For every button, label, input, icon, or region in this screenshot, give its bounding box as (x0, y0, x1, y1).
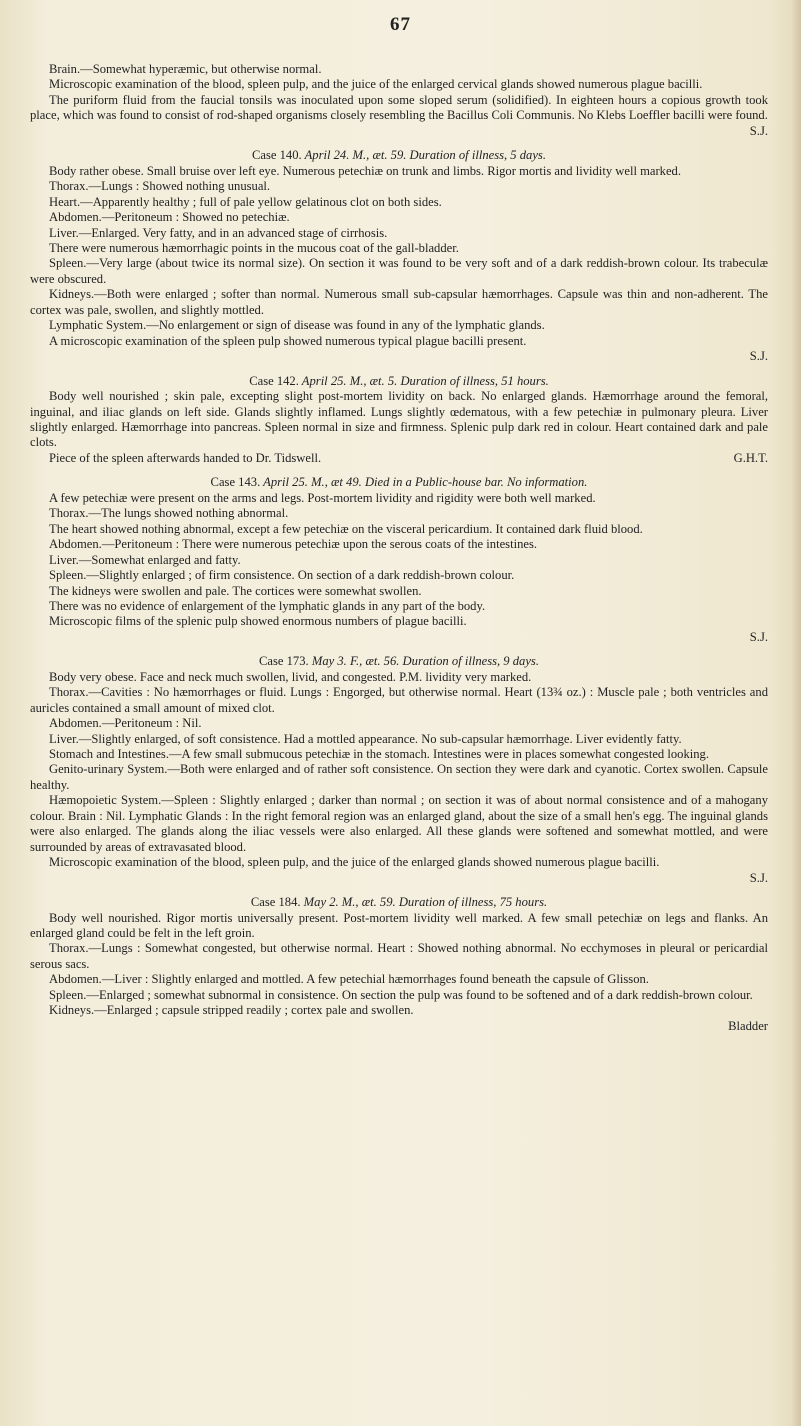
signature-initials: S.J. (749, 349, 768, 364)
paragraph (30, 62, 768, 77)
paragraph (30, 195, 768, 210)
case-heading (30, 148, 768, 163)
paragraph (30, 210, 768, 225)
paragraph (30, 506, 768, 521)
paragraph-text: Liver.—Somewhat enlarged and fatty. (49, 552, 241, 567)
paragraph-text: There were numerous hæmorrhagic points in the mucous coat of the gall-bladder. (49, 240, 459, 255)
paragraph (30, 537, 768, 552)
paragraph (30, 988, 768, 1003)
case-heading (30, 475, 768, 490)
case-details: April 25. M., æt. 5. Duration of illness, 51 hours. (301, 373, 549, 388)
paragraph-text: There was no evidence of enlargement of the lymphatic glands in any part of the body. (49, 598, 486, 613)
paragraph-text: Thorax.—Lungs : Somewhat congested, but otherwise normal. Heart : Showed nothing abnormal. No ecchymoses in pleural or pericardial serous sacs. (30, 941, 768, 971)
paragraph-text: Kidneys.—Both were enlarged ; softer than normal. Numerous small sub-capsular hæmorrhages. Capsule was thin and non-adherent. The cortex was pale, swollen, and slightly mottled. (30, 287, 768, 317)
paragraph-text: Stomach and Intestines.—A few small submucous petechiæ in the stomach. Intestines were in places somewhat congested looking. (49, 747, 709, 762)
paragraph (30, 793, 768, 855)
paragraph (30, 256, 768, 287)
paragraph-text: Thorax.—The lungs showed nothing abnormal. (49, 506, 289, 521)
paragraph (30, 241, 768, 256)
paragraph-text: Piece of the spleen afterwards handed to Dr. Tidswell. (49, 450, 322, 465)
case-details: April 25. M., æt 49. Died in a Public-house bar. No information. (263, 475, 588, 490)
paragraph-text: Abdomen.—Peritoneum : There were numerous petechiæ upon the serous coats of the intestines. (49, 537, 538, 552)
catchword: Bladder (728, 1018, 768, 1033)
paragraph (30, 334, 768, 349)
case-details: April 24. M., æt. 59. Duration of illness, 5 days. (304, 148, 546, 163)
paragraph-text: Genito-urinary System.—Both were enlarged and of rather soft consistence. On section they were dark and cyanotic. Cortex swollen. Capsule healthy. (30, 762, 768, 792)
case-heading (30, 654, 768, 669)
paragraph (30, 599, 768, 614)
paragraph-text: The puriform fluid from the faucial tonsils was inoculated upon some sloped serum (solidified). In eighteen hours a copious growth took place, which was found to consist of rod-shaped organisms closely resembling the Bacillus Coli Communis. No Klebs Loeffler bacilli were found. (30, 92, 768, 123)
paragraph-text: Microscopic examination of the blood, spleen pulp, and the juice of the enlarged cervical glands showed numerous plague bacilli. (49, 77, 703, 92)
paragraph-text: Abdomen.—Peritoneum : Nil. (49, 716, 202, 731)
paragraph-text: Body very obese. Face and neck much swollen, livid, and congested. P.M. lividity very marked. (49, 669, 532, 684)
document-body (30, 62, 768, 1034)
paragraph (30, 685, 768, 716)
paragraph (30, 568, 768, 583)
paragraph (30, 389, 768, 451)
paragraph (30, 491, 768, 506)
paragraph-text: The heart showed nothing abnormal, except a few petechiæ on the visceral pericardium. It contained dark fluid blood. (49, 521, 643, 536)
case-number: Case 142. (249, 373, 299, 388)
paragraph (30, 911, 768, 942)
paragraph (30, 584, 768, 599)
signature-initials: G.H.T. (733, 450, 768, 465)
paragraph (30, 318, 768, 333)
paragraph-text: Liver.—Enlarged. Very fatty, and in an advanced stage of cirrhosis. (49, 225, 388, 240)
paragraph-text: Lymphatic System.—No enlargement or sign of disease was found in any of the lymphatic glands. (49, 318, 545, 333)
binding-edge (791, 0, 801, 1426)
paragraph-text: Liver.—Slightly enlarged, of soft consistence. Had a mottled appearance. No sub-capsular hæmorrhage. Liver evidently fatty. (49, 731, 682, 746)
paragraph (30, 747, 768, 762)
paragraph-text: Abdomen.—Peritoneum : Showed no petechiæ. (49, 210, 290, 225)
paragraph (30, 670, 768, 685)
paragraph-text: Spleen.—Very large (about twice its normal size). On section it was found to be very soft and of a dark reddish-brown colour. Its trabeculæ were obscured. (30, 256, 768, 286)
paragraph-text: Spleen.—Enlarged ; somewhat subnormal in consistence. On section the pulp was found to be softened and of a dark reddish-brown colour. (49, 987, 753, 1002)
paragraph (30, 972, 768, 987)
case-details: May 2. M., æt. 59. Duration of illness, 75 hours. (303, 895, 548, 910)
page-number: 67 (390, 14, 411, 35)
paragraph-text: Microscopic examination of the blood, spleen pulp, and the juice of the enlarged glands showed numerous plague bacilli. (49, 855, 660, 870)
signature-initials: S.J. (749, 629, 768, 644)
paragraph-text: Thorax.—Lungs : Showed nothing unusual. (49, 179, 271, 194)
paragraph (30, 451, 768, 466)
paragraph (30, 716, 768, 731)
paragraph-text: Heart.—Apparently healthy ; full of pale yellow gelatinous clot on both sides. (49, 194, 442, 209)
paragraph (30, 732, 768, 747)
paragraph-text: A microscopic examination of the spleen pulp showed numerous typical plague bacilli present. (49, 333, 527, 348)
paragraph-text: Body well nourished. Rigor mortis universally present. Post-mortem lividity well marked. A few small petechiæ on legs and flanks. An enlarged gland could be felt in the left groin. (30, 910, 768, 941)
case-heading (30, 374, 768, 389)
paragraph (30, 522, 768, 537)
paragraph (30, 226, 768, 241)
paragraph-text: A few petechiæ were present on the arms and legs. Post-mortem lividity and rigidity were both well marked. (49, 490, 596, 505)
signature-initials: S.J. (749, 123, 768, 138)
paragraph (30, 287, 768, 318)
case-number: Case 184. (250, 895, 301, 910)
paragraph (30, 93, 768, 124)
paragraph (30, 553, 768, 568)
paragraph (30, 164, 768, 179)
case-details: May 3. F., æt. 56. Duration of illness, 9 days. (311, 654, 539, 669)
paragraph-text: Kidneys.—Enlarged ; capsule stripped readily ; cortex pale and swollen. (49, 1003, 414, 1018)
paragraph-text: Body rather obese. Small bruise over left eye. Numerous petechiæ on trunk and limbs. Rigor mortis and lividity well marked. (49, 163, 682, 178)
paragraph-text: Spleen.—Slightly enlarged ; of firm consistence. On section of a dark reddish-brown colour. (49, 568, 515, 583)
paragraph (30, 1003, 768, 1018)
paragraph-text: Thorax.—Cavities : No hæmorrhages or fluid. Lungs : Engorged, but otherwise normal. Heart (13¾ oz.) : Muscle pale ; both ventricles and auricles contained a small amount of mixed clot. (30, 685, 768, 715)
case-number: Case 173. (259, 654, 309, 669)
paragraph-text: Microscopic films of the splenic pulp showed enormous numbers of plague bacilli. (49, 614, 467, 629)
signature-initials: S.J. (749, 870, 768, 885)
paragraph-text: Hæmopoietic System.—Spleen : Slightly enlarged ; darker than normal ; on section it was of about normal consistence and of a mahogany colour. Brain : Nil. Lymphatic Glands : In the right femoral region was an enlarged gland, about the size of a small hen's egg. The inguinal glands were also enlarged. The glands along the iliac vessels were also enlarged. All these glands were softened and somewhat mottled, and were surrounded by areas of extravasated blood. (30, 793, 768, 854)
case-number: Case 140. (252, 148, 302, 163)
paragraph (30, 855, 768, 870)
paragraph-text: Abdomen.—Liver : Slightly enlarged and mottled. A few petechial hæmorrhages found beneath the capsule of Glisson. (49, 972, 649, 987)
paragraph (30, 614, 768, 629)
paragraph (30, 77, 768, 92)
paragraph (30, 941, 768, 972)
paragraph (30, 762, 768, 793)
paragraph-text: The kidneys were swollen and pale. The cortices were somewhat swollen. (49, 583, 422, 598)
paragraph-text: Body well nourished ; skin pale, excepting slight post-mortem lividity on back. No enlarged glands. Hæmorrhage around the femoral, inguinal, and iliac glands on left side. Glands slightly inflamed. Lungs slightly œdematous, with a few petechiæ in pulmonary pleura. Liver slightly enlarged. Hæmorrhage into pancreas. Spleen normal in size and firmness. Splenic pulp dark red in colour. Heart contained dark and pale clots. (30, 389, 768, 450)
case-number: Case 143. (210, 475, 261, 490)
paragraph-text: Brain.—Somewhat hyperæmic, but otherwise normal. (49, 62, 322, 76)
case-heading (30, 895, 768, 910)
paragraph (30, 179, 768, 194)
